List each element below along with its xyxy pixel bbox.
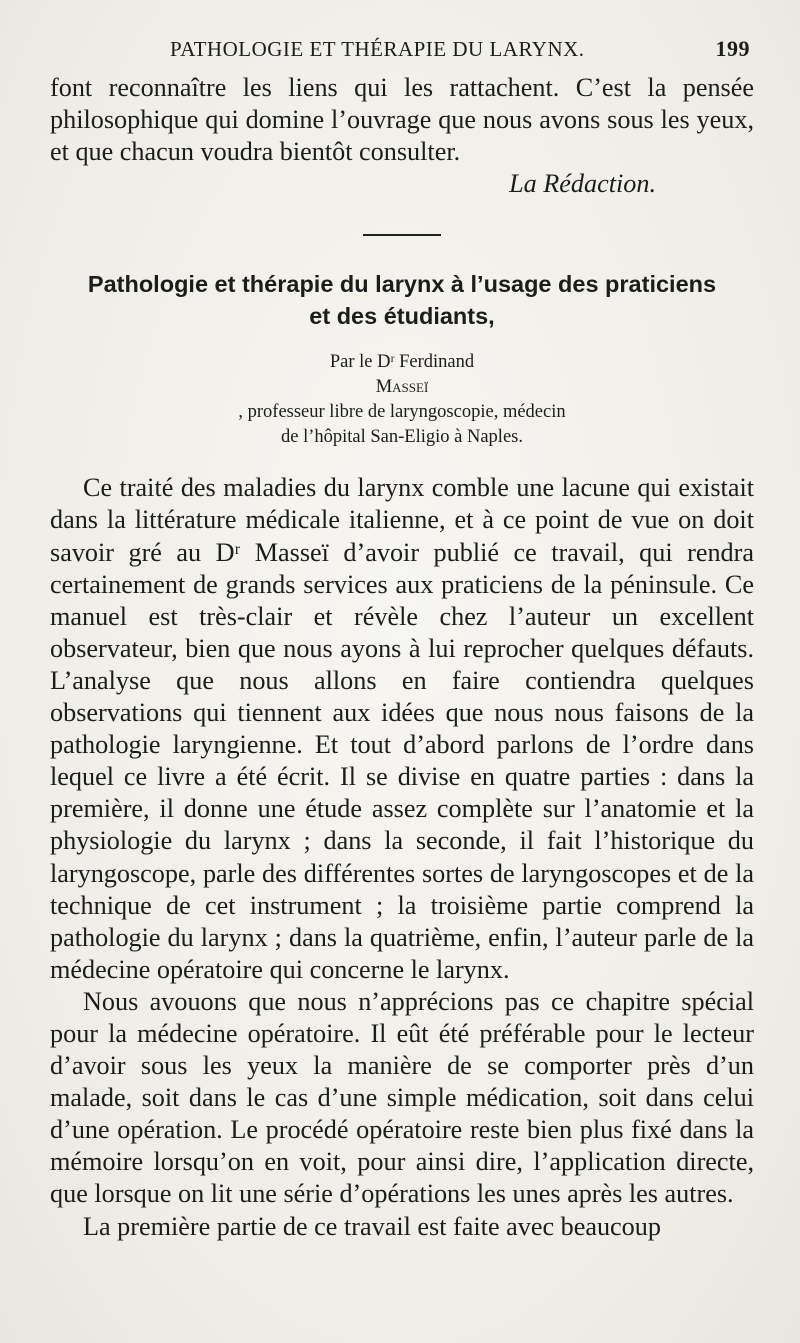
byline-line-1 (50, 350, 754, 425)
byline-line-2: de l’hôpital San-Eligio à Naples. (281, 427, 523, 448)
review-byline (50, 350, 754, 450)
running-head (50, 36, 754, 72)
review-paragraph-2: Nous avouons que nous n’apprécions pas ce chapitre spécial pour la médecine opératoire. Il eût été préférable pour le lecteur d’avoir sous les yeux la manière de se comporter près d’un malade, soit dans le cas d’une simple médication, soit dans celui d’une opération. Le procédé opératoire reste bien plus fixé dans la mémoire lorsqu’on en voit, pour ainsi dire, l’application directe, que lorsque on lit une série d’opérations les unes après les autres. (50, 986, 754, 1209)
review-body (50, 472, 754, 1242)
section-divider (363, 234, 441, 236)
review-title-line-1: Pathologie et thérapie du larynx à l’usage des praticiens (87, 271, 717, 298)
review-title (50, 268, 754, 332)
page-number: 199 (715, 36, 750, 61)
running-title: PATHOLOGIE ET THÉRAPIE DU LARYNX. (170, 37, 585, 61)
author-surname: Masseï (375, 377, 429, 398)
review-title-line-2: et des étudiants, (309, 303, 495, 330)
review-paragraph-3: La première partie de ce travail est faite avec beaucoup (83, 1211, 661, 1241)
byline-prefix: Par le Dʳ Ferdinand (329, 352, 475, 373)
editorial-signature: La Rédaction. (509, 169, 656, 199)
body-text (50, 72, 754, 168)
previous-article-closing: font reconnaître les liens qui les rattachent. C’est la pensée philosophique qui domine l’ouvrage que nous avons sous les yeux, et que chacun voudra bientôt consulter. (50, 73, 754, 167)
byline-suffix: , professeur libre de laryngoscopie, médecin (238, 402, 566, 423)
review-paragraph-1: Ce traité des maladies du larynx comble une lacune qui existait dans la littérature médicale italienne, et à ce point de vue on doit savoir gré au Dʳ Masseï d’avoir publié ce travail, qui rendra certainement de grands services aux praticiens de la péninsule. Ce manuel est très-clair et révèle chez l’auteur un excellent observateur, bien que nous ayons à lui reprocher quelques défauts. L’analyse que nous allons en faire contiendra quelques observations qui tiennent aux idées que nous nous faisons de la pathologie laryngienne. Et tout d’abord parlons de l’ordre dans lequel ce livre a été écrit. Il se divise en quatre parties : dans la première, il donne une étude assez complète sur l’anatomie et la physiologie du larynx ; dans la seconde, il fait l’historique du laryngoscope, parle des différentes sortes de laryngoscopes et de la technique de cet instrument ; la troisième partie comprend la pathologie du larynx ; dans la quatrième, enfin, l’auteur parle de la médecine opératoire qui concerne le larynx. (50, 473, 754, 984)
